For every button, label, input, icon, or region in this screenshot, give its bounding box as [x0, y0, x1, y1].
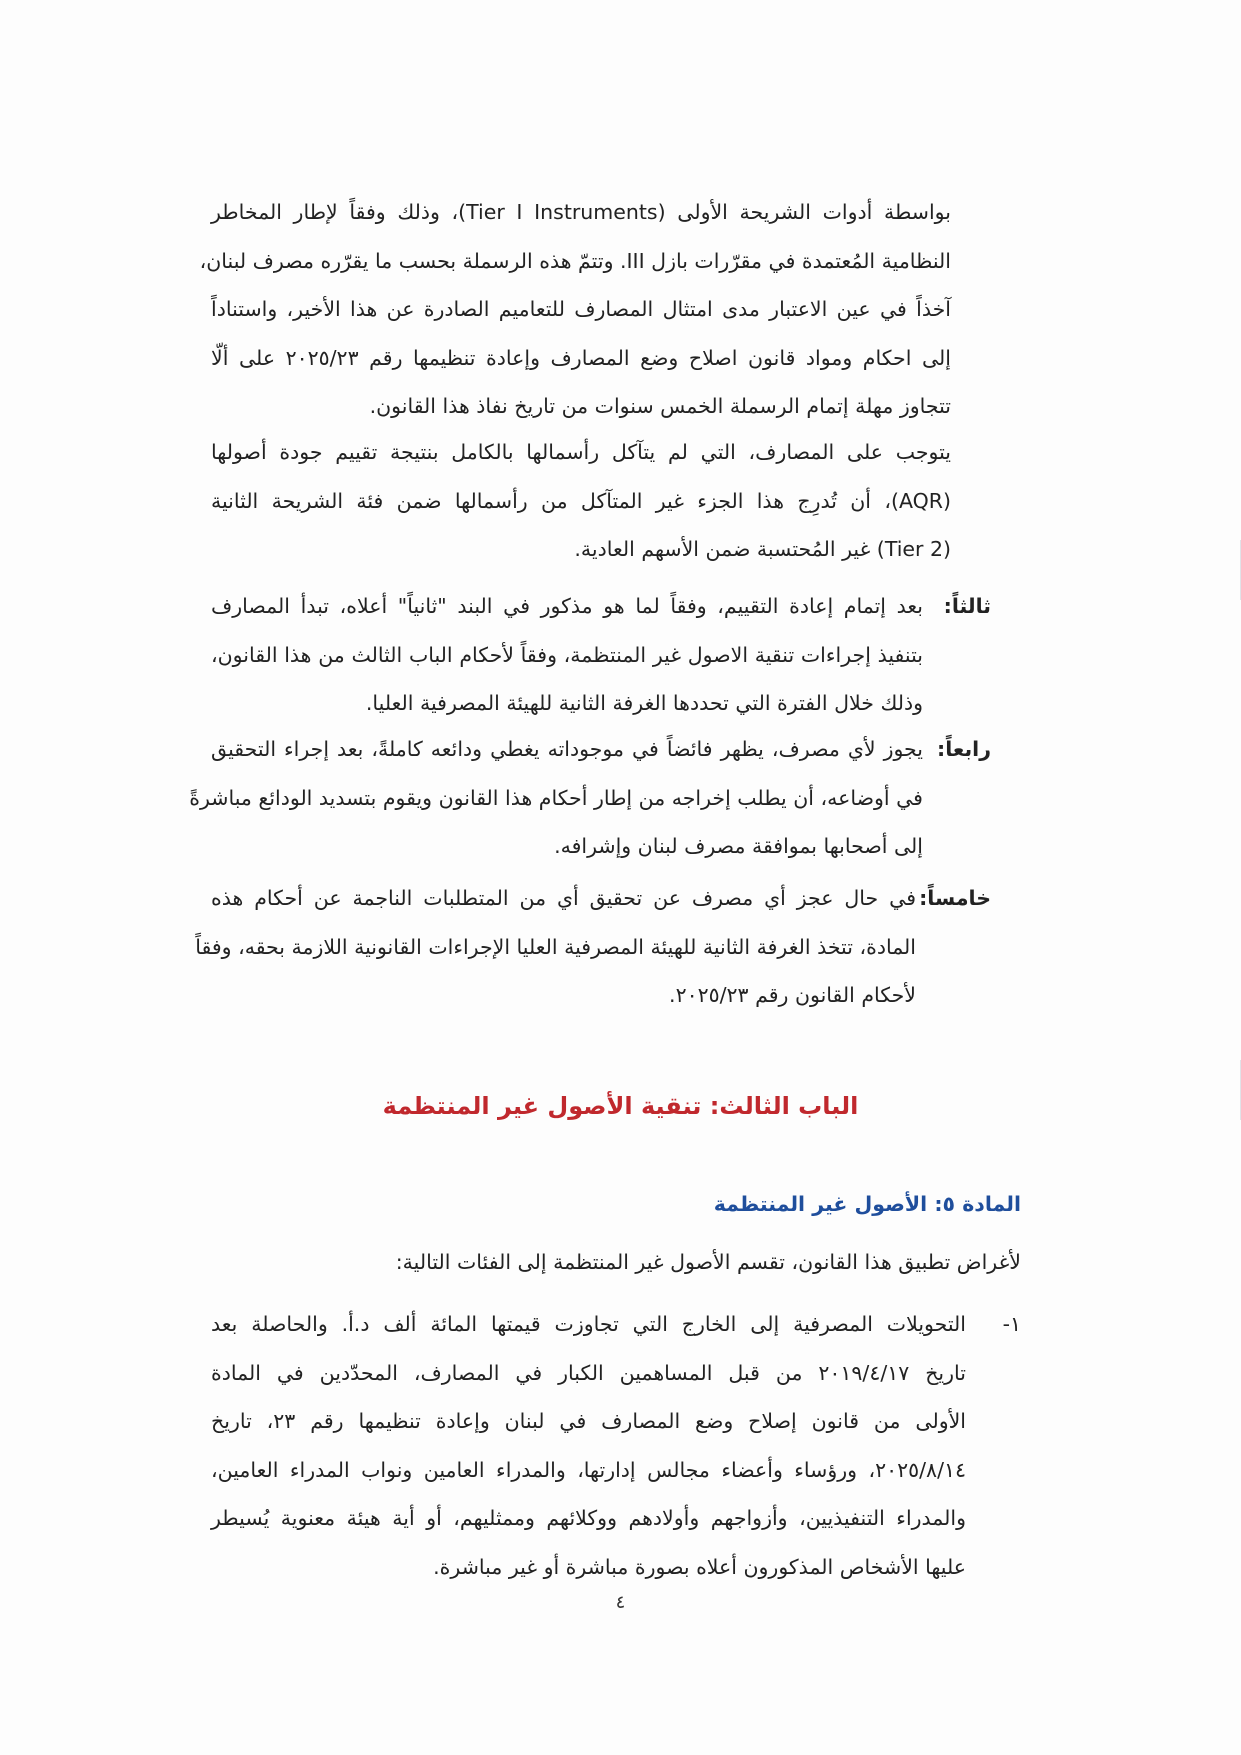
text-line: في حال عجز أي مصرف عن تحقيق أي من المتطلبات الناجمة عن أحكام هذه — [211, 886, 916, 910]
clause-fourth — [189, 725, 923, 871]
text-line: التحويلات المصرفية إلى الخارج التي تجاوزت قيمتها المائة ألف د.أ. والحاصلة بعد — [211, 1312, 966, 1336]
text-line: في أوضاعه، أن يطلب إخراجه من إطار أحكام هذا القانون ويقوم بتسديد الودائع مباشرةً — [189, 785, 923, 810]
list-item — [211, 1300, 966, 1591]
text-line: بتنفيذ إجراءات تنقية الاصول غير المنتظمة، وفقاً لأحكام الباب الثالث من هذا القانون، — [211, 642, 923, 667]
text-line: لأغراض تطبيق هذا القانون، تقسم الأصول غير المنتظمة إلى الفئات التالية: — [395, 1250, 1021, 1274]
text-line: والمدراء التنفيذيين، وأزواجهم وأولادهم ووكلائهم وممثليهم، أو أية هيئة معنوية يُسيطر — [211, 1506, 966, 1530]
capitalization-paragraph — [199, 188, 951, 431]
article-intro — [211, 1238, 1021, 1287]
text-line: عليها الأشخاص المذكورون أعلاه بصورة مباشرة أو غير مباشرة. — [433, 1554, 966, 1579]
text-line: النظامية المُعتمدة في مقرّرات بازل III. وتتمّ هذه الرسملة بحسب ما يقرّره مصرف لبنان، — [199, 248, 951, 273]
text-line: بواسطة أدوات الشريحة الأولى (Tier I Instruments)، وذلك وفقاً لإطار المخاطر — [211, 200, 951, 224]
page-number: ٤ — [615, 1592, 626, 1613]
text-line: لأحكام القانون رقم ٢٠٢٥/٢٣. — [669, 983, 916, 1007]
scan-edge-mark — [1234, 540, 1241, 600]
text-line: إلى أصحابها بموافقة مصرف لبنان وإشرافه. — [554, 834, 923, 858]
text-line: يجوز لأي مصرف، يظهر فائضاً في موجوداته يغطي ودائعه كاملةً، بعد إجراء التحقيق — [211, 737, 923, 761]
text-line: ٢٠٢٥/٨/١٤، ورؤساء وأعضاء مجالس إدارتها، والمدراء العامين ونواب المدراء العامين، — [211, 1457, 966, 1482]
clause-fifth — [195, 874, 916, 1020]
article-title: المادة ٥: الأصول غير المنتظمة — [713, 1192, 1021, 1216]
text-line: (AQR)، أن تُدرِج هذا الجزء غير المتآكل من رأسمالها ضمن فئة الشريحة الثانية — [211, 488, 951, 513]
aqr-paragraph — [211, 428, 951, 574]
text-line: بعد إتمام إعادة التقييم، وفقاً لما هو مذكور في البند "ثانياً" أعلاه، تبدأ المصارف — [211, 594, 923, 618]
text-line: إلى احكام ومواد قانون اصلاح وضع المصارف وإعادة تنظيمها رقم ٢٠٢٥/٢٣ على ألّا — [211, 345, 951, 370]
text-line: يتوجب على المصارف، التي لم يتآكل رأسمالها بالكامل بنتيجة تقييم جودة أصولها — [211, 440, 951, 464]
clause-label-fourth: رابعاً: — [937, 737, 991, 761]
clause-third — [211, 582, 923, 728]
text-line: المادة، تتخذ الغرفة الثانية للهيئة المصرفية العليا الإجراءات القانونية اللازمة بحقه، وفقاً — [195, 934, 916, 959]
clause-label-third: ثالثاً: — [943, 594, 991, 618]
text-line: تاريخ ٢٠١٩/٤/١٧ من قبل المساهمين الكبار في المصارف، المحدّدين في المادة — [211, 1360, 966, 1385]
text-line: تتجاوز مهلة إتمام الرسملة الخمس سنوات من تاريخ نفاذ هذا القانون. — [369, 394, 951, 418]
text-line: (Tier 2) غير المُحتسبة ضمن الأسهم العادية. — [574, 537, 951, 561]
text-line: الأولى من قانون إصلاح وضع المصارف في لبنان وإعادة تنظيمها رقم ٢٣، تاريخ — [211, 1409, 966, 1433]
text-line: وذلك خلال الفترة التي تحددها الغرفة الثانية للهيئة المصرفية العليا. — [365, 691, 923, 715]
clause-label-fifth: خامساً: — [919, 886, 991, 910]
list-item-number: ١- — [1002, 1312, 1021, 1336]
chapter-title: الباب الثالث: تنقية الأصول غير المنتظمة — [382, 1092, 859, 1120]
text-line: آخذاً في عين الاعتبار مدى امتثال المصارف للتعاميم الصادرة عن هذا الأخير، واستناداً — [211, 297, 951, 321]
